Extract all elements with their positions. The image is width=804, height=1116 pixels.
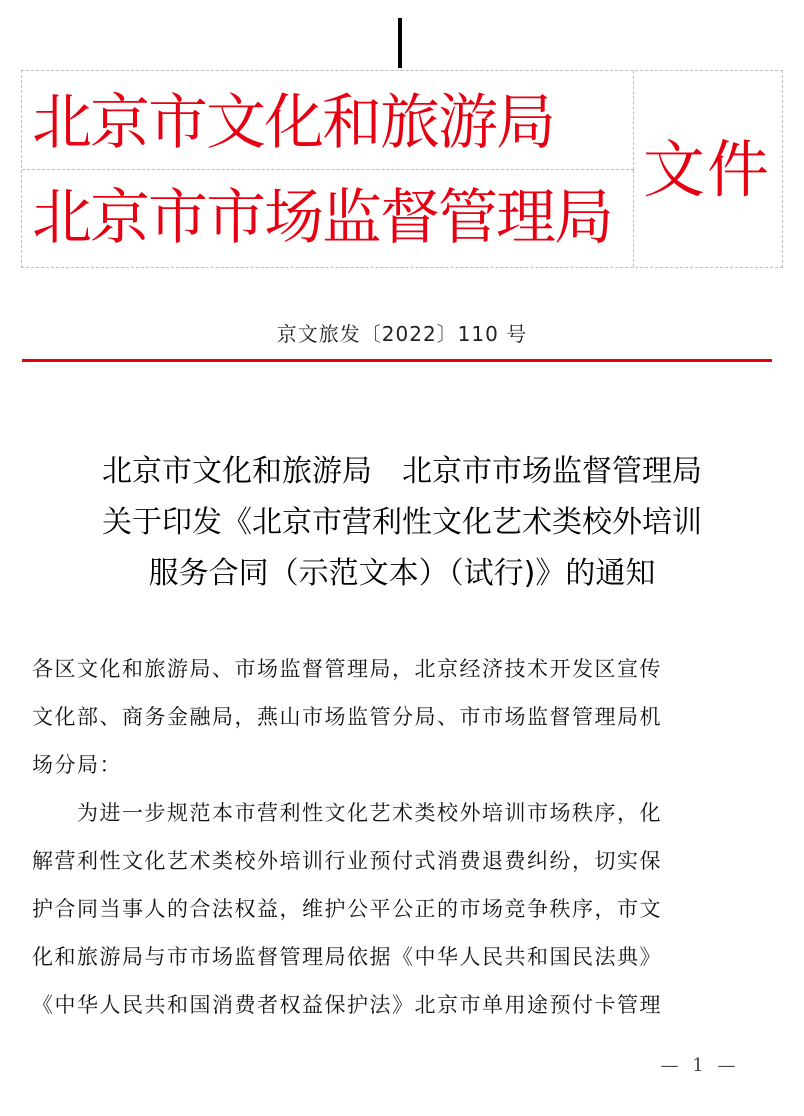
body-line: 文化部、商务金融局，燕山市场监管分局、市市场监督管理局机 xyxy=(32,705,662,729)
page-number: — 1 — xyxy=(660,1055,740,1076)
issuing-org-cell-1 xyxy=(22,71,634,170)
title-line: 服务合同（示范文本）（试行)》的通知 xyxy=(148,556,656,591)
document-title xyxy=(0,446,804,599)
document-type: 文件 xyxy=(643,133,772,206)
top-binding-mark xyxy=(398,18,402,68)
body-line: 场分局： xyxy=(32,753,122,777)
body-line: 化和旅游局与市市场监督管理局依据《中华人民共和国民法典》 xyxy=(32,945,662,969)
body-line: 《中华人民共和国消费者权益保护法》北京市单用途预付卡管理 xyxy=(32,993,662,1017)
issuing-org-cell-2 xyxy=(22,170,634,267)
document-body xyxy=(32,645,774,1029)
body-line: 各区文化和旅游局、市场监督管理局，北京经济技术开发区宣传 xyxy=(32,657,662,681)
title-line: 北京市文化和旅游局 北京市市场监督管理局 xyxy=(102,454,702,489)
body-line: 护合同当事人的合法权益，维护公平公正的市场竞争秩序，市文 xyxy=(32,897,662,921)
red-divider xyxy=(22,359,772,362)
body-line: 为进一步规范本市营利性文化艺术类校外培训市场秩序，化 xyxy=(32,801,662,825)
document-type-cell xyxy=(634,71,782,267)
body-line: 解营利性文化艺术类校外培训行业预付式消费退费纠纷，切实保 xyxy=(32,849,662,873)
issuing-org-1: 北京市文化和旅游局 xyxy=(32,88,554,158)
document-header xyxy=(21,70,783,268)
document-number: 京文旅发〔2022〕110 号 xyxy=(276,322,528,346)
issuing-org-2: 北京市市场监督管理局 xyxy=(32,183,612,253)
title-line: 关于印发《北京市营利性文化艺术类校外培训 xyxy=(102,505,702,540)
